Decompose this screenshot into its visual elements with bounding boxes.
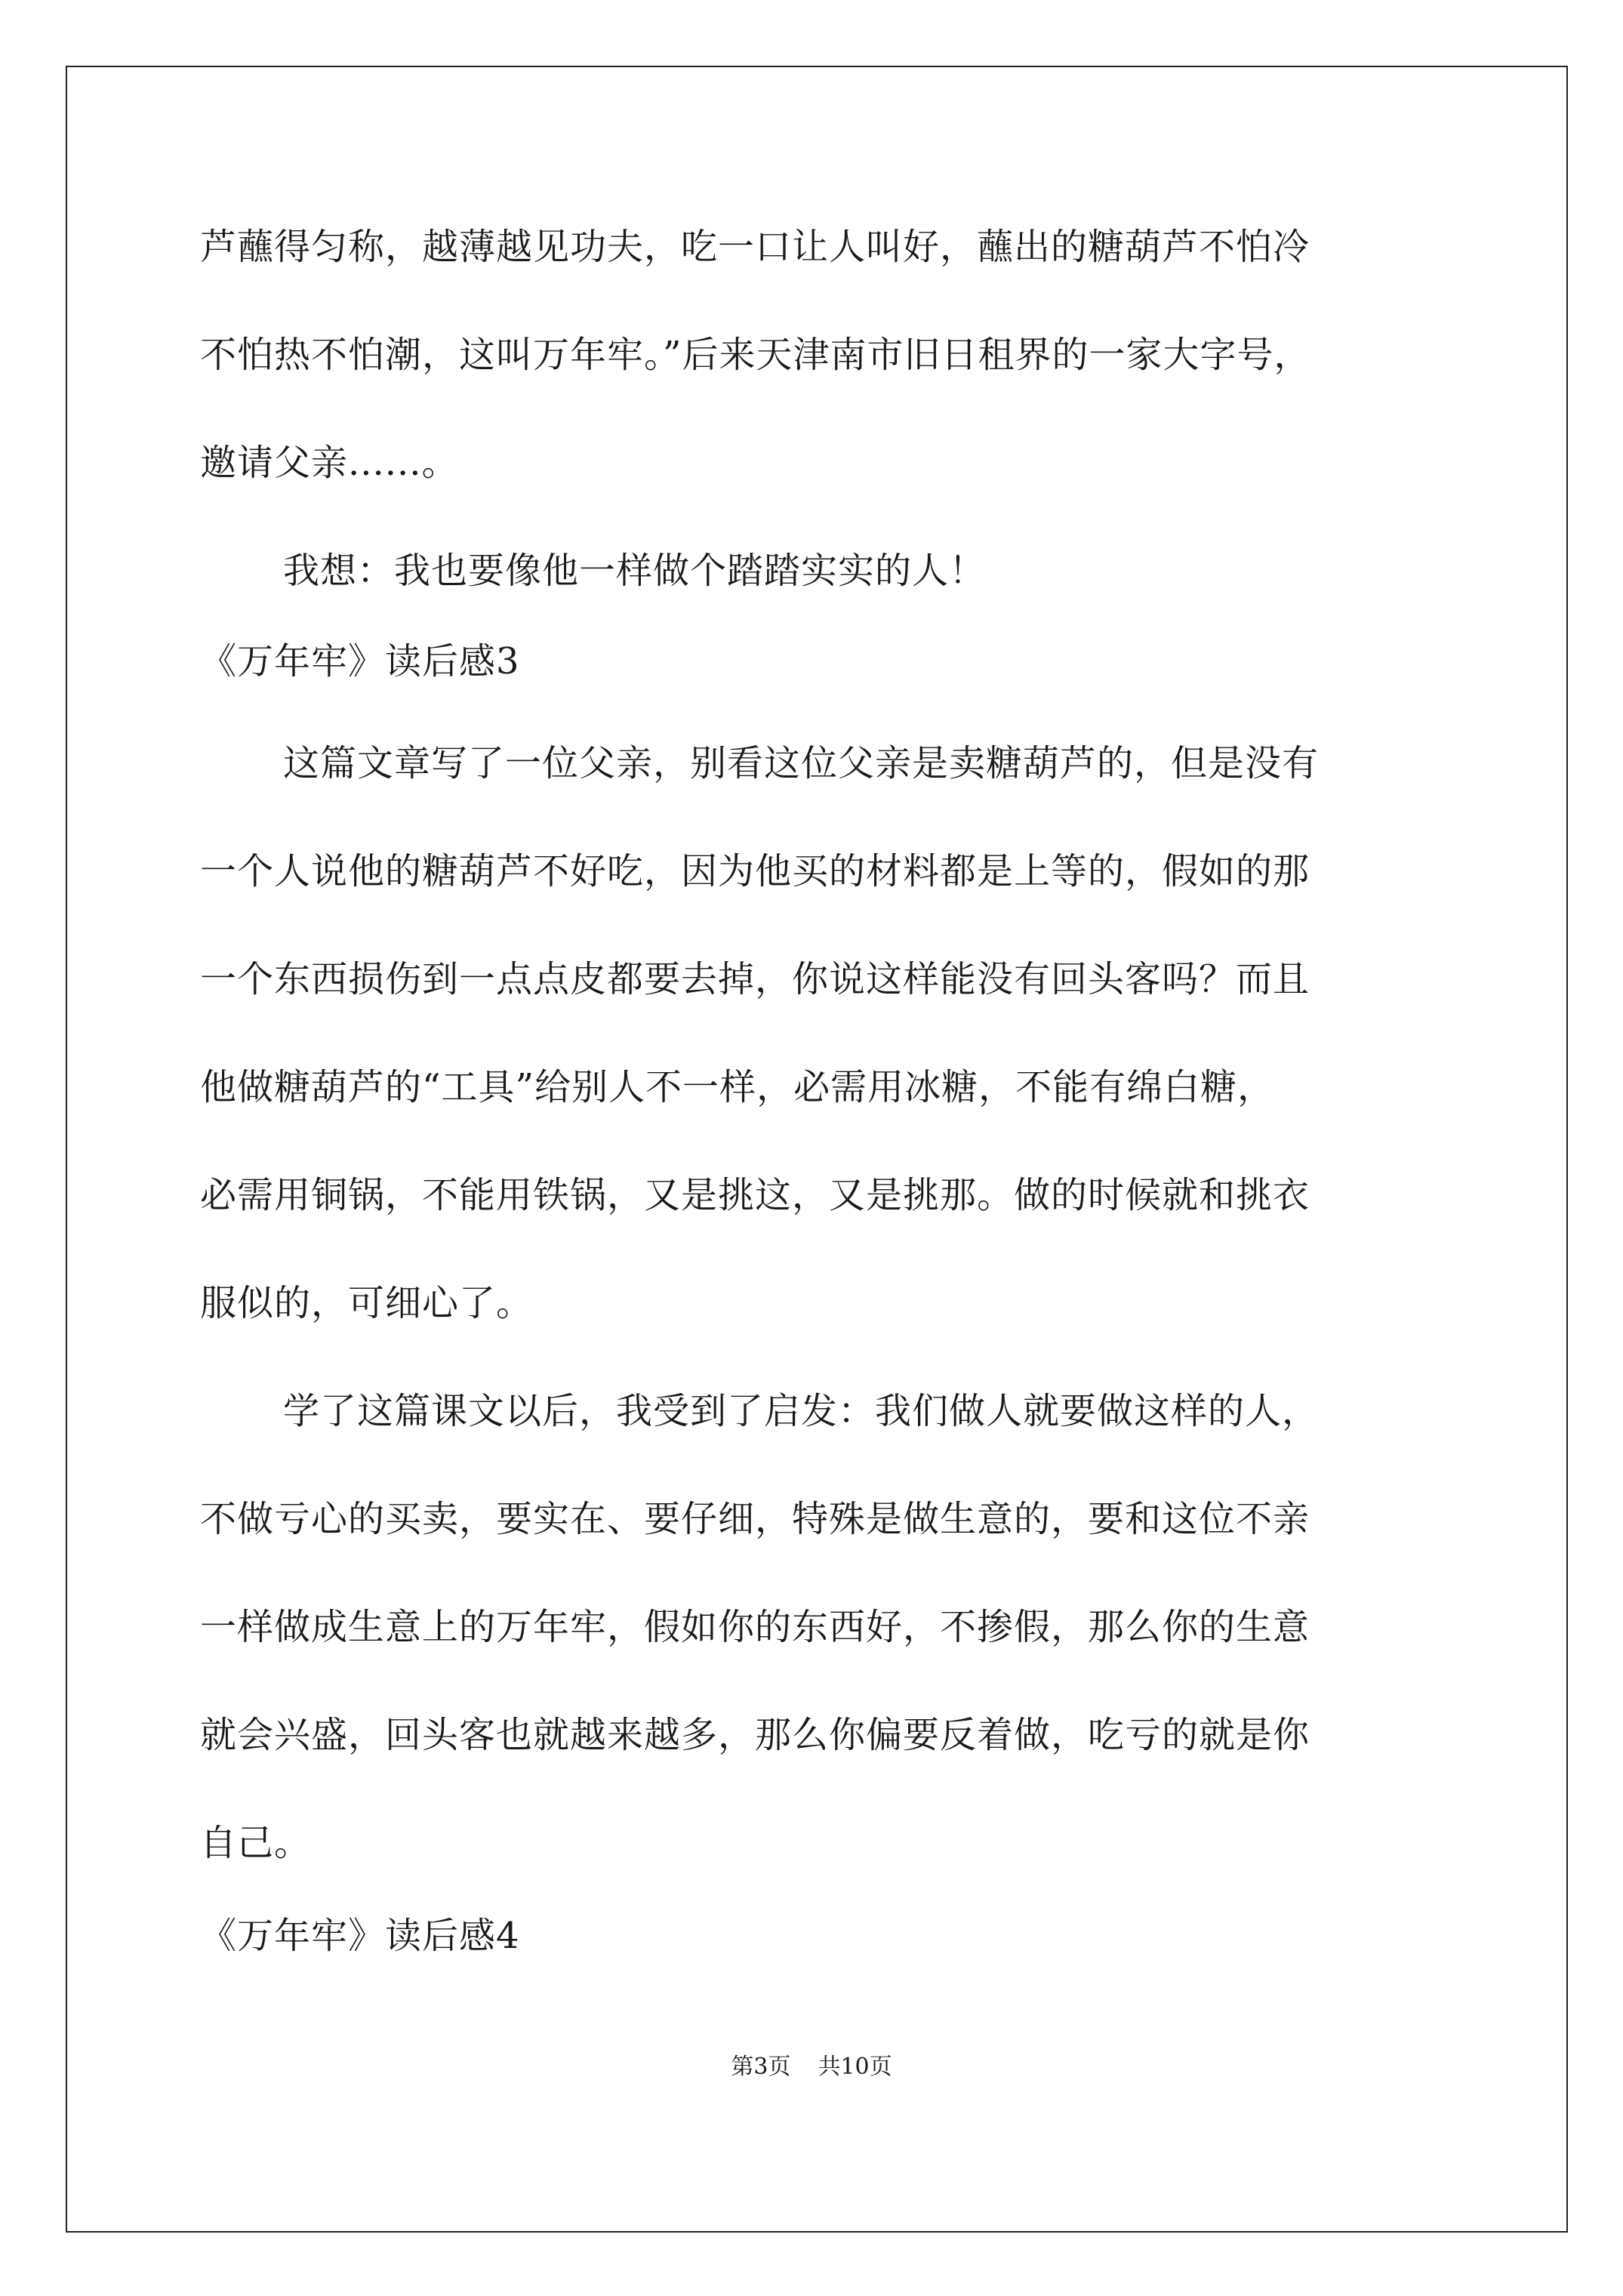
body-line: 就会兴盛，回头客也就越来越多，那么你偏要反着做，吃亏的就是你 [200, 1714, 1310, 1756]
body-line: 不做亏心的买卖，要实在、要仔细，特殊是做生意的，要和这位不亲 [200, 1498, 1310, 1540]
body-line: 一个东西损伤到一点点皮都要去掉，你说这样能没有回头客吗？而且 [200, 958, 1310, 1000]
section-heading: 《万年牢》读后感4 [200, 1915, 520, 1957]
page-number: 第3页 [731, 2054, 791, 2080]
body-line: 我想：我也要像他一样做个踏踏实实的人！ [283, 550, 987, 592]
body-line: 不怕热不怕潮，这叫万年牢。”后来天津南市旧日租界的一家大字号， [200, 334, 1311, 376]
body-line: 自己。 [200, 1822, 312, 1864]
page-footer [0, 2052, 1623, 2082]
body-line: 学了这篇课文以后，我受到了启发：我们做人就要做这样的人， [283, 1390, 1320, 1432]
body-line: 他做糖葫芦的“工具”给别人不一样，必需用冰糖，不能有绵白糖， [200, 1066, 1275, 1108]
body-line: 这篇文章写了一位父亲，别看这位父亲是卖糖葫芦的，但是没有 [283, 742, 1320, 784]
body-line: 服似的，可细心了。 [200, 1282, 534, 1324]
page-total: 共10页 [818, 2054, 892, 2080]
body-line: 一个人说他的糖葫芦不好吃，因为他买的材料都是上等的，假如的那 [200, 850, 1310, 892]
body-line: 邀请父亲......。 [200, 442, 459, 484]
document-body [200, 220, 1438, 1962]
section-heading: 《万年牢》读后感3 [200, 640, 520, 683]
body-line: 芦蘸得匀称，越薄越见功夫，吃一口让人叫好，蘸出的糖葫芦不怕冷 [200, 226, 1310, 268]
body-line: 必需用铜锅，不能用铁锅，又是挑这，又是挑那。做的时候就和挑衣 [200, 1174, 1310, 1216]
body-line: 一样做成生意上的万年牢，假如你的东西好，不掺假，那么你的生意 [200, 1606, 1310, 1648]
